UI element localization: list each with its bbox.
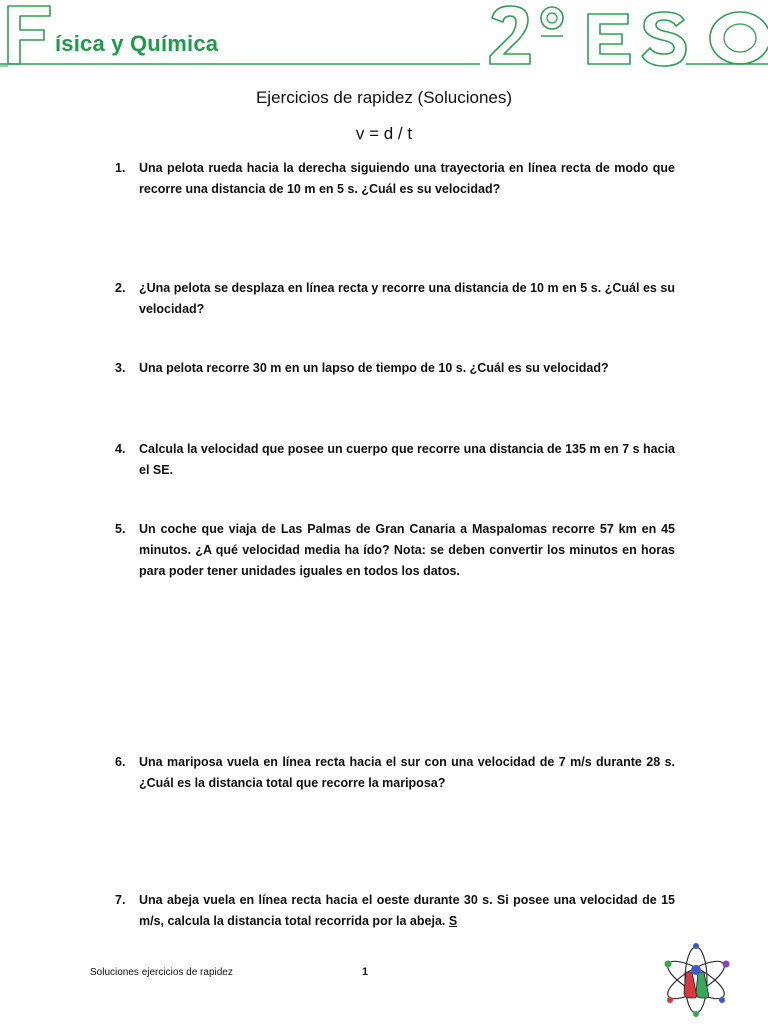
exercise-item (115, 519, 675, 582)
exercise-text (139, 890, 675, 932)
exercise-trailing-mark: S (448, 914, 458, 928)
exercise-item (115, 439, 675, 481)
exercise-item (115, 358, 675, 379)
document-title: Ejercicios de rapidez (Soluciones) (255, 88, 513, 107)
exercise-number: 7. (115, 893, 126, 907)
exercise-text: ¿Una pelota se desplaza en línea recta y recorre una distancia de 10 m en 5 s. ¿Cuál es su velocidad? (139, 281, 675, 316)
exercise-number: 4. (115, 442, 126, 456)
exercise-number: 2. (115, 281, 126, 295)
exercise-number: 1. (115, 161, 126, 175)
exercise-text: Un coche que viaja de Las Palmas de Gran Canaria a Maspalomas recorre 57 km en 45 minutos. ¿A qué velocidad media ha ído? Nota: se deben convertir los minutos en horas para poder tener unidades iguales en todos los datos. (139, 522, 675, 578)
speed-formula: v = d / t (355, 124, 413, 143)
exercise-item (115, 752, 675, 794)
exercise-text: Una pelota rueda hacia la derecha siguiendo una trayectoria en línea recta de modo que recorre una distancia de 10 m en 5 s. ¿Cuál es su velocidad? (139, 161, 675, 196)
exercise-text: Una mariposa vuela en línea recta hacia el sur con una velocidad de 7 m/s durante 28 s. ¿Cuál es la distancia total que recorre la mariposa? (139, 755, 675, 790)
page-number: 1 (362, 966, 369, 978)
subject-title (55, 31, 218, 57)
exercise-text: Una pelota recorre 30 m en un lapso de tiempo de 10 s. ¿Cuál es su velocidad? (139, 361, 609, 375)
footer-title: Soluciones ejercicios de rapidez (90, 967, 233, 978)
atom-flask-icon (660, 942, 732, 1018)
exercise-text-body: Una abeja vuela en línea recta hacia el oeste durante 30 s. Si posee una velocidad de 15 m/s, calcula la distancia total recorrida por la abeja. (139, 893, 675, 928)
exercise-number: 6. (115, 755, 126, 769)
exercise-item (115, 158, 675, 200)
exercise-number: 3. (115, 361, 126, 375)
exercise-text: Calcula la velocidad que posee un cuerpo que recorre una distancia de 135 m en 7 s hacia el SE. (139, 442, 675, 477)
exercise-item (115, 890, 675, 932)
subject-title-text: ísica y Química (55, 31, 219, 56)
exercise-item (115, 278, 675, 320)
page-header (0, 0, 768, 72)
exercise-number: 5. (115, 522, 126, 536)
